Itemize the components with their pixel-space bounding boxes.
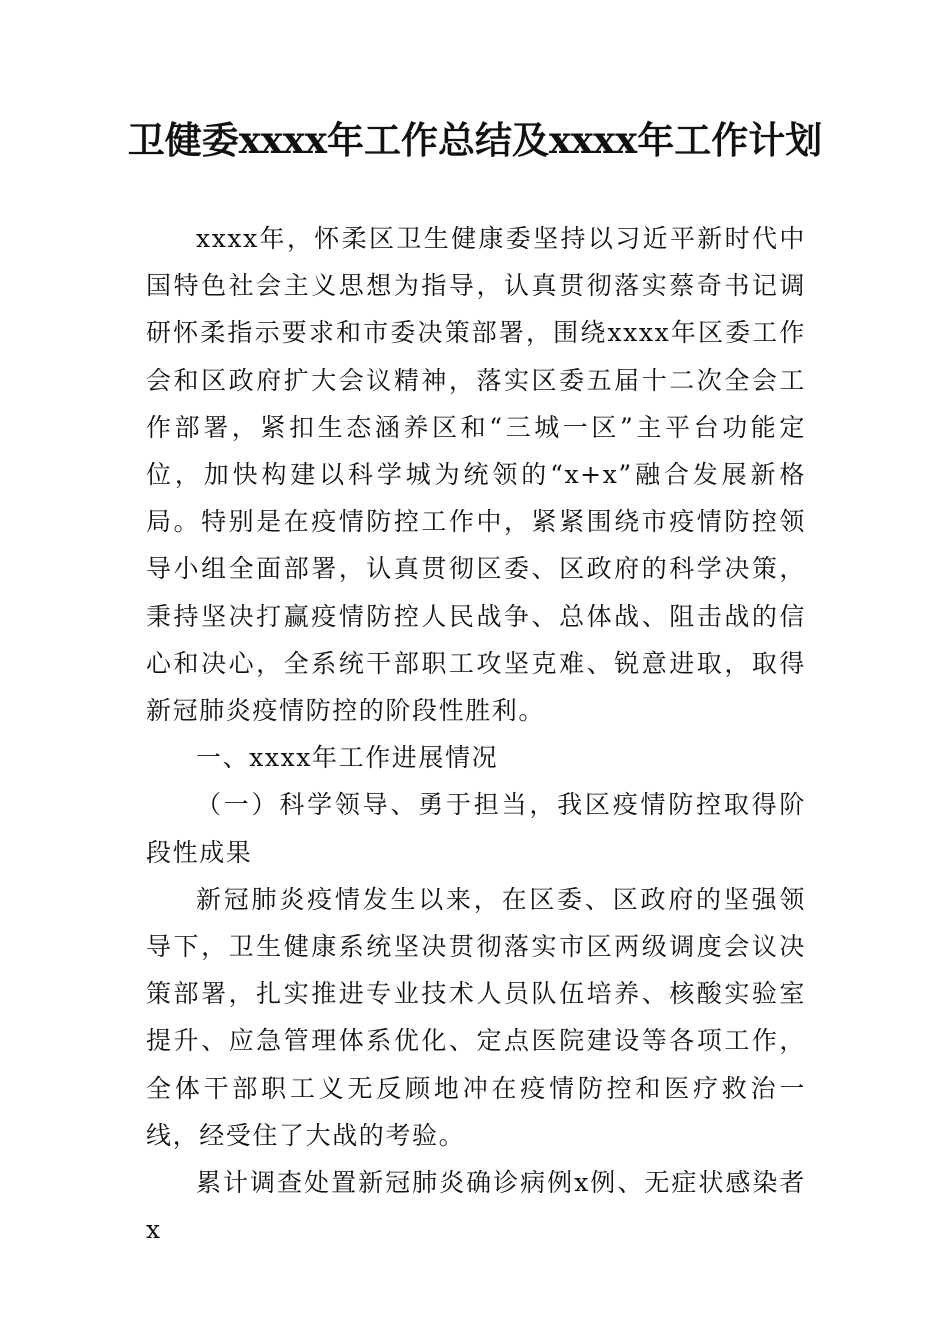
- paragraph-intro: xxxx年，怀柔区卫生健康委坚持以习近平新时代中国特色社会主义思想为指导，认真贯彻落实蔡奇书记调研怀柔指示要求和市委决策部署，围绕xxxx年区委工作会和区政府扩大会议精神，落实区委五届十二次全会工作部署，紧扣生态涵养区和“三城一区”主平台功能定位，加快构建以科学城为统领的“x+x”融合发展新格局。特别是在疫情防控工作中，紧紧围绕市疫情防控领导小组全面部署，认真贯彻区委、区政府的科学决策，秉持坚决打赢疫情防控人民战争、总体战、阻击战的信心和决心，全系统干部职工攻坚克难、锐意进取，取得新冠肺炎疫情防控的阶段性胜利。: [146, 224, 806, 726]
- document-title: 卫健委xxxx年工作总结及xxxx年工作计划: [127, 118, 823, 162]
- document-body: [146, 215, 806, 1253]
- subsection-heading: （一）科学领导、勇于担当，我区疫情防控取得阶段性成果: [146, 790, 806, 867]
- section-heading: 一、xxxx年工作进展情况: [196, 743, 499, 773]
- paragraph-body: 新冠肺炎疫情发生以来，在区委、区政府的坚强领导下，卫生健康系统坚决贯彻落实市区两级调度会议决策部署，扎实推进专业技术人员队伍培养、核酸实验室提升、应急管理体系优化、定点医院建设等各项工作，全体干部职工义无反顾地冲在疫情防控和医疗救治一线，经受住了大战的考验。: [146, 884, 806, 1150]
- paragraph-body-continued: 累计调查处置新冠肺炎确诊病例x例、无症状感染者x: [146, 1168, 806, 1245]
